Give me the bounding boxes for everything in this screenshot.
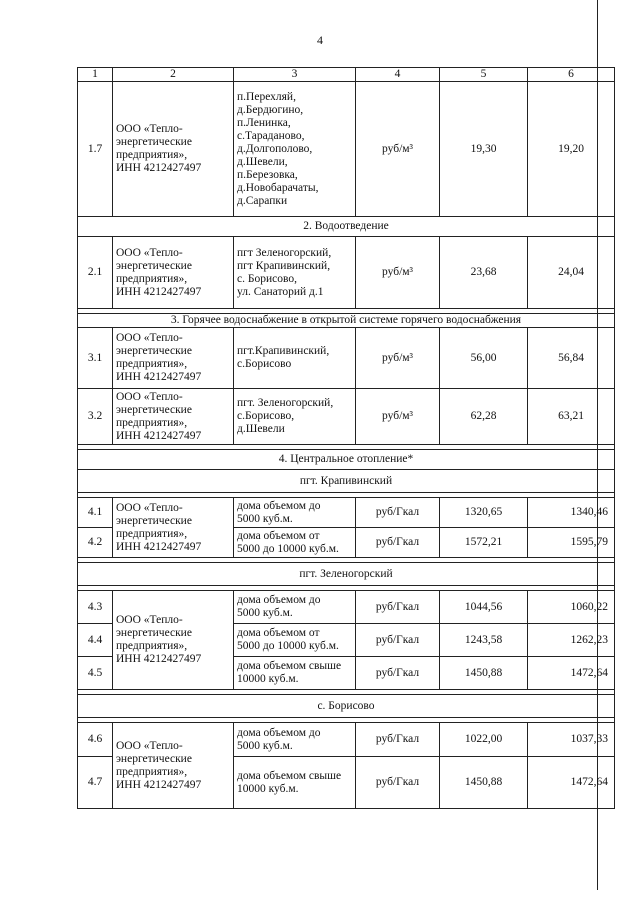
address: пгт. Зеленогорский, с.Борисово, д.Шевели <box>234 389 356 445</box>
value-1: 19,30 <box>440 82 528 217</box>
description: дома объемом от 5000 до 10000 куб.м. <box>234 624 356 657</box>
unit: руб/м³ <box>356 328 440 389</box>
header-cell: 4 <box>356 68 440 82</box>
value-1: 1044,56 <box>440 591 528 624</box>
value-1: 1320,65 <box>440 498 528 528</box>
section-row <box>78 450 615 470</box>
value-1: 56,00 <box>440 328 528 389</box>
table-row <box>78 82 615 217</box>
table-row <box>78 591 615 624</box>
row-number: 3.2 <box>78 389 113 445</box>
value-2: 19,20 <box>528 82 615 217</box>
value-1: 23,68 <box>440 237 528 309</box>
subsection-title: пгт. Крапивинский <box>78 470 615 493</box>
unit: руб/м³ <box>356 82 440 217</box>
subsection-title: с. Борисово <box>78 695 615 718</box>
organization: ООО «Тепло- энергетические предприятия», ИНН 4212427497 <box>113 389 234 445</box>
subsection-row <box>78 695 615 718</box>
subsection-row <box>78 563 615 586</box>
page-number: 4 <box>317 33 323 47</box>
value-1: 1572,21 <box>440 528 528 558</box>
row-number: 4.2 <box>78 528 113 558</box>
organization: ООО «Тепло- энергетические предприятия», ИНН 4212427497 <box>113 328 234 389</box>
header-cell: 5 <box>440 68 528 82</box>
address: пгт.Крапивинский, с.Борисово <box>234 328 356 389</box>
table-row <box>78 237 615 309</box>
value-2: 1595,79 <box>528 528 615 558</box>
row-number: 4.4 <box>78 624 113 657</box>
row-number: 4.1 <box>78 498 113 528</box>
value-2: 24,04 <box>528 237 615 309</box>
section-row <box>78 217 615 237</box>
value-2: 1060,22 <box>528 591 615 624</box>
header-cell: 2 <box>113 68 234 82</box>
value-2: 1472,64 <box>528 657 615 690</box>
value-1: 1243,58 <box>440 624 528 657</box>
row-number: 2.1 <box>78 237 113 309</box>
value-2: 1472,64 <box>528 757 615 809</box>
organization: ООО «Тепло- энергетические предприятия», ИНН 4212427497 <box>113 723 234 809</box>
section-title: 3. Горячее водоснабжение в открытой системе горячего водоснабжения <box>78 314 615 328</box>
value-1: 1022,00 <box>440 723 528 757</box>
unit: руб/Гкал <box>356 528 440 558</box>
unit: руб/м³ <box>356 389 440 445</box>
subsection-title: пгт. Зеленогорский <box>78 563 615 586</box>
unit: руб/Гкал <box>356 624 440 657</box>
row-number: 4.7 <box>78 757 113 809</box>
section-title: 4. Центральное отопление* <box>78 450 615 470</box>
table-row <box>78 328 615 389</box>
unit: руб/м³ <box>356 237 440 309</box>
value-2: 1262,23 <box>528 624 615 657</box>
organization: ООО «Тепло- энергетические предприятия», ИНН 4212427497 <box>113 237 234 309</box>
header-cell: 3 <box>234 68 356 82</box>
header-cell: 1 <box>78 68 113 82</box>
table-row <box>78 723 615 757</box>
row-number: 4.5 <box>78 657 113 690</box>
description: дома объемом до 5000 куб.м. <box>234 723 356 757</box>
row-number: 4.6 <box>78 723 113 757</box>
description: дома объемом свыше 10000 куб.м. <box>234 757 356 809</box>
value-2: 1340,46 <box>528 498 615 528</box>
value-1: 1450,88 <box>440 657 528 690</box>
unit: руб/Гкал <box>356 591 440 624</box>
description: дома объемом до 5000 куб.м. <box>234 498 356 528</box>
value-2: 56,84 <box>528 328 615 389</box>
description: дома объемом от 5000 до 10000 куб.м. <box>234 528 356 558</box>
organization: ООО «Тепло- энергетические предприятия», ИНН 4212427497 <box>113 82 234 217</box>
value-2: 1037,33 <box>528 723 615 757</box>
unit: руб/Гкал <box>356 757 440 809</box>
description: дома объемом до 5000 куб.м. <box>234 591 356 624</box>
table-row <box>78 389 615 445</box>
section-title: 2. Водоотведение <box>78 217 615 237</box>
header-row <box>78 68 615 82</box>
row-number: 4.3 <box>78 591 113 624</box>
value-2: 63,21 <box>528 389 615 445</box>
organization: ООО «Тепло- энергетические предприятия», ИНН 4212427497 <box>113 498 234 558</box>
header-cell: 6 <box>528 68 615 82</box>
unit: руб/Гкал <box>356 657 440 690</box>
value-1: 62,28 <box>440 389 528 445</box>
unit: руб/Гкал <box>356 498 440 528</box>
organization: ООО «Тепло- энергетические предприятия», ИНН 4212427497 <box>113 591 234 690</box>
table-row <box>78 498 615 528</box>
section-row <box>78 314 615 328</box>
value-1: 1450,88 <box>440 757 528 809</box>
row-number: 1.7 <box>78 82 113 217</box>
description: дома объемом свыше 10000 куб.м. <box>234 657 356 690</box>
unit: руб/Гкал <box>356 723 440 757</box>
address: п.Перехляй, д.Бердюгино, п.Ленинка, с.Тараданово, д.Долгополово, д.Шевели, п.Березовка, д.Новобарачаты, д.Сарапки <box>234 82 356 217</box>
subsection-row <box>78 470 615 493</box>
address: пгт Зеленогорский, пгт Крапивинский, с. Борисово, ул. Санаторий д.1 <box>234 237 356 309</box>
row-number: 3.1 <box>78 328 113 389</box>
tariff-table <box>77 67 615 809</box>
